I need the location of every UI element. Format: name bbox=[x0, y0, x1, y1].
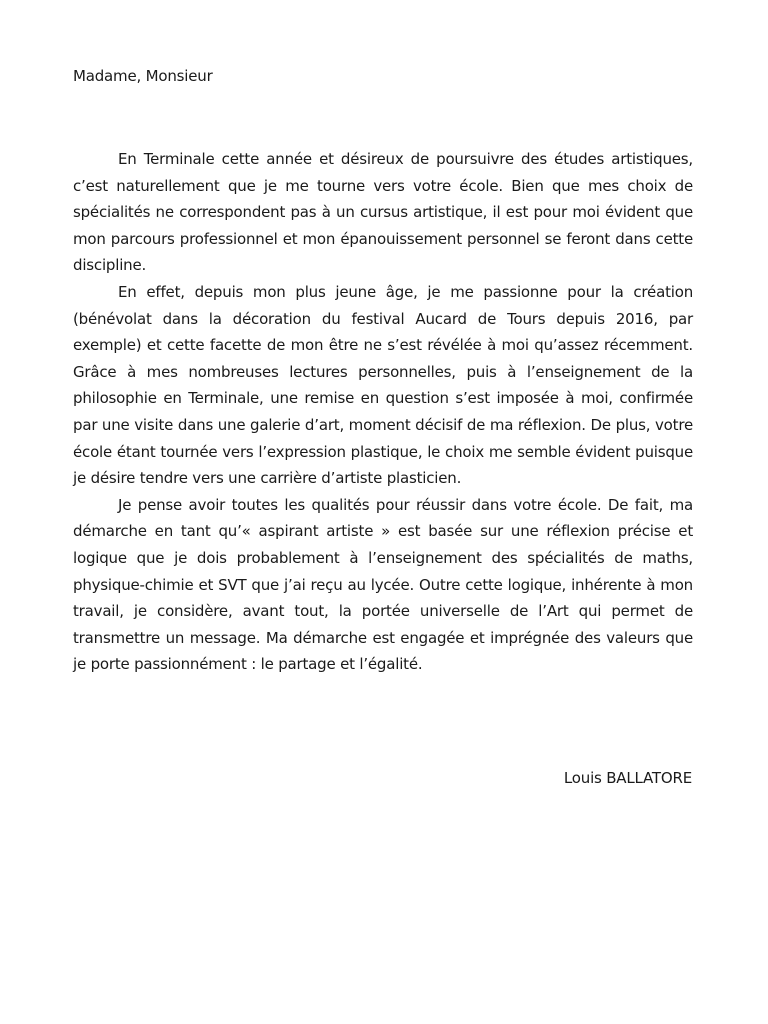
letter-body bbox=[73, 146, 693, 678]
paragraph-background: En effet, depuis mon plus jeune âge, je me passionne pour la création (bénévolat dans la décoration du festival Aucard de Tours depuis 2016, par exemple) et cette facette de mon être ne s’est révélée à moi qu’assez récemment. Grâce à mes nombreuses lectures personnelles, puis à l’enseignement de la philosophie en Terminale, une remise en question s’est imposée à moi, confirmée par une visite dans une galerie d’art, moment décisif de ma réflexion. De plus, votre école étant tournée vers l’expression plastique, le choix me semble évident puisque je désire tendre vers une carrière d’artiste plasticien. bbox=[73, 282, 693, 488]
salutation: Madame, Monsieur bbox=[73, 67, 213, 85]
paragraph-motivation: En Terminale cette année et désireux de poursuivre des études artistiques, c’est naturellement que je me tourne vers votre école. Bien que mes choix de spécialités ne correspondent pas à un cursus artistique, il est pour moi évident que mon parcours professionnel et mon épanouissement personnel se feront dans cette discipline. bbox=[73, 150, 693, 275]
signature: Louis BALLATORE bbox=[563, 769, 692, 787]
paragraph-qualities: Je pense avoir toutes les qualités pour réussir dans votre école. De fait, ma démarche en tant qu’« aspirant artiste » est basée sur une réflexion précise et logique que je dois probablement à l’enseignement des spécialités de maths, physique-chimie et SVT que j’ai reçu au lycée. Outre cette logique, inhérente à mon travail, je considère, avant tout, la portée universelle de l’Art qui permet de transmettre un message. Ma démarche est engagée et imprégnée des valeurs que je porte passionnément : le partage et l’égalité. bbox=[73, 495, 693, 674]
